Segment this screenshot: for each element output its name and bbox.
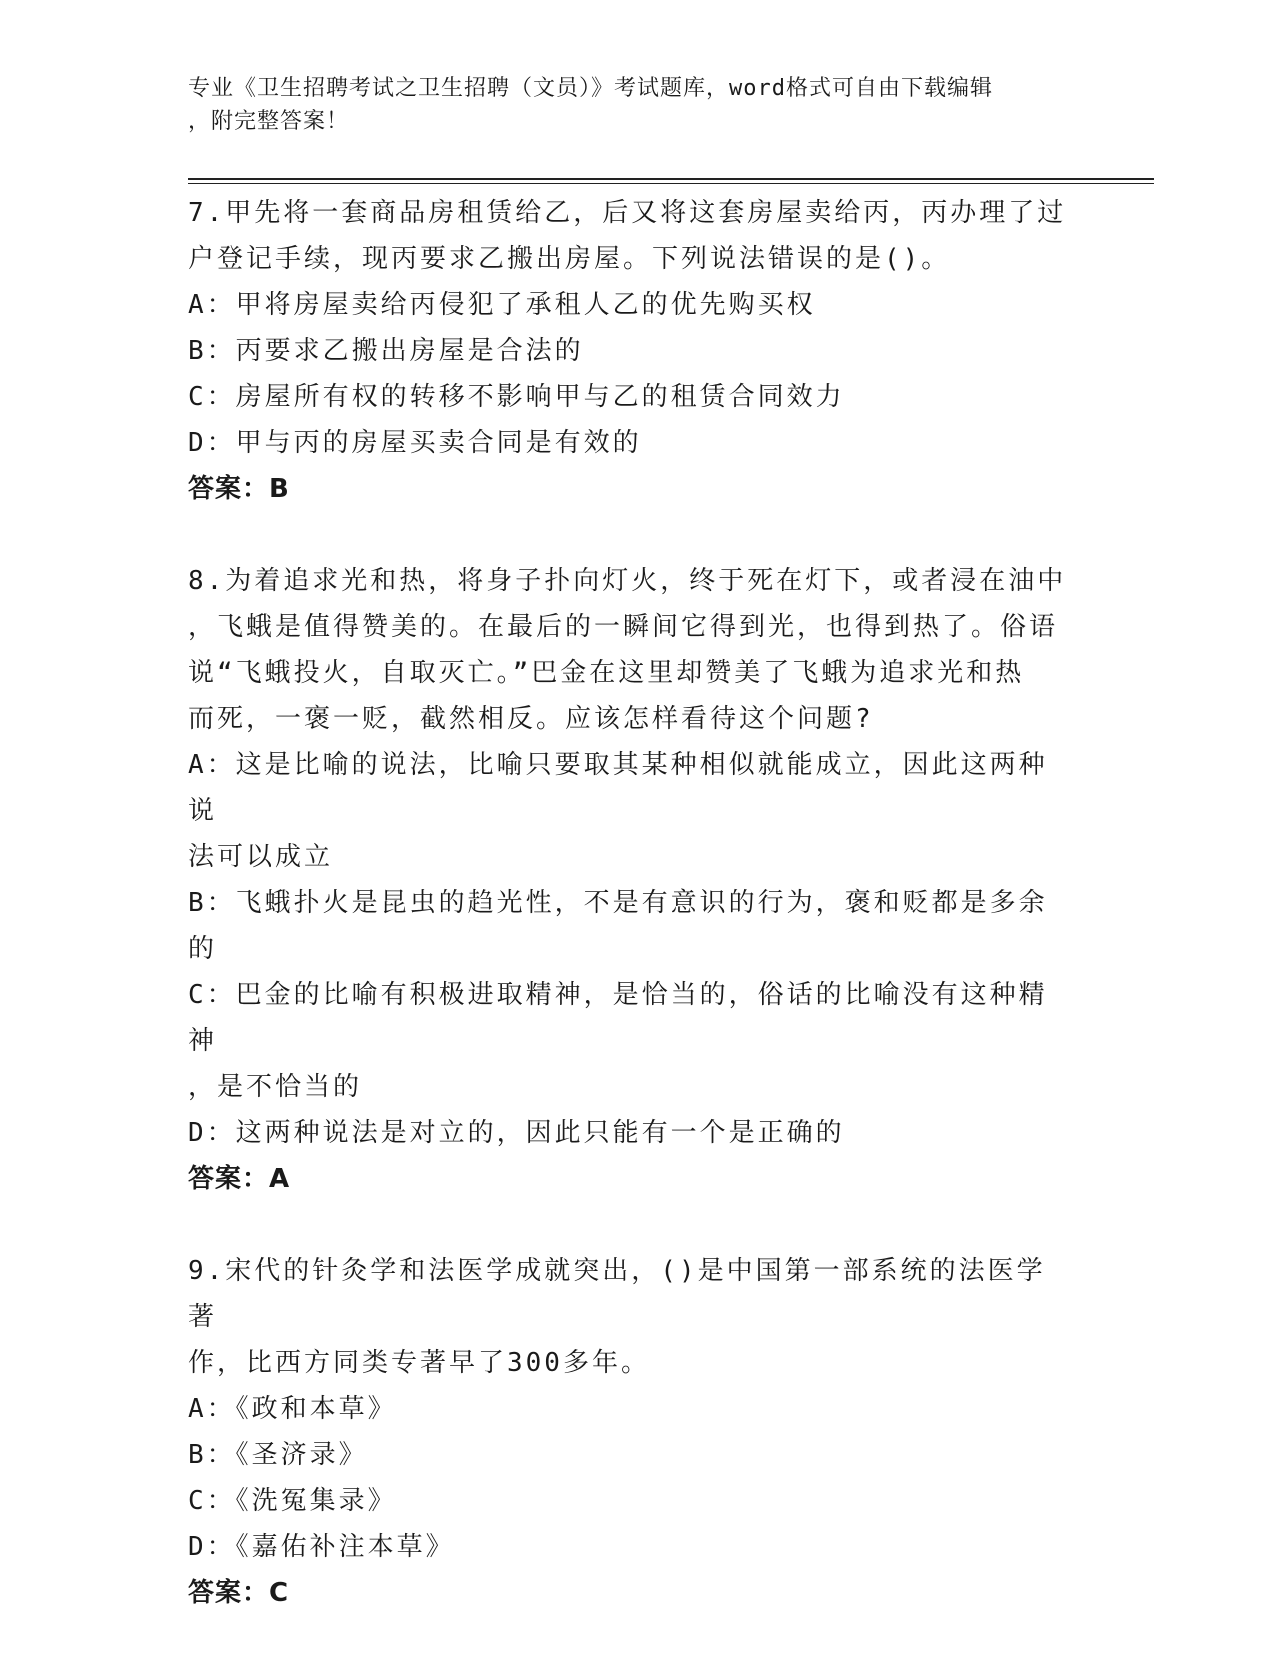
option-c: C：房屋所有权的转移不影响甲与乙的租赁合同效力 — [188, 382, 845, 412]
header-line-2: ，附完整答案！ — [188, 109, 350, 134]
question-stem-line: 户登记手续，现丙要求乙搬出房屋。下列说法错误的是()。 — [188, 244, 951, 274]
option-a: A：这是比喻的说法，比喻只要取其某种相似就能成立，因此这两种说 — [188, 750, 1048, 826]
header-line-1: 专业《卫生招聘考试之卫生招聘（文员）》考试题库，word格式可自由下载编辑 — [188, 76, 993, 101]
option-c: C：巴金的比喻有积极进取精神，是恰当的，俗话的比喻没有这种精神 — [188, 980, 1048, 1056]
option-d: D：甲与丙的房屋买卖合同是有效的 — [188, 428, 642, 458]
option-d: D：这两种说法是对立的，因此只能有一个是正确的 — [188, 1118, 845, 1148]
option-a-continued: 法可以成立 — [188, 842, 334, 872]
option-a: A：《政和本草》 — [188, 1394, 397, 1424]
answer: 答案：A — [188, 1164, 291, 1194]
option-b: B：《圣济录》 — [188, 1440, 368, 1470]
option-c: C：《洗冤集录》 — [188, 1486, 397, 1516]
option-a: A：甲将房屋卖给丙侵犯了承租人乙的优先购买权 — [188, 290, 816, 320]
question-stem-line: 9.宋代的针灸学和法医学成就突出，()是中国第一部系统的法医学著 — [188, 1256, 1046, 1332]
option-c-continued: ，是不恰当的 — [188, 1072, 363, 1102]
question-7 — [188, 190, 1068, 512]
header-divider — [188, 178, 1154, 184]
answer: 答案：C — [188, 1578, 290, 1608]
option-b: B：丙要求乙搬出房屋是合法的 — [188, 336, 584, 366]
option-b: B：飞蛾扑火是昆虫的趋光性，不是有意识的行为，褒和贬都是多余的 — [188, 888, 1048, 964]
question-stem-line: 8.为着追求光和热，将身子扑向灯火，终于死在灯下，或者浸在油中 — [188, 566, 1067, 596]
question-8 — [188, 558, 1068, 1202]
option-d: D：《嘉佑补注本草》 — [188, 1532, 455, 1562]
question-stem-line: 作，比西方同类专著早了300多年。 — [188, 1348, 650, 1378]
question-list — [188, 190, 1068, 1662]
answer: 答案：B — [188, 474, 290, 504]
document-header — [188, 72, 1088, 138]
question-stem-line: ，飞蛾是值得赞美的。在最后的一瞬间它得到光，也得到热了。俗语 — [188, 612, 1059, 642]
question-stem-line: 而死，一褒一贬，截然相反。应该怎样看待这个问题? — [188, 704, 874, 734]
question-stem-line: 7.甲先将一套商品房租赁给乙，后又将这套房屋卖给丙，丙办理了过 — [188, 198, 1067, 228]
question-9 — [188, 1248, 1068, 1616]
question-stem-line: 说“飞蛾投火，自取灭亡。”巴金在这里却赞美了飞蛾为追求光和热 — [188, 658, 1025, 688]
